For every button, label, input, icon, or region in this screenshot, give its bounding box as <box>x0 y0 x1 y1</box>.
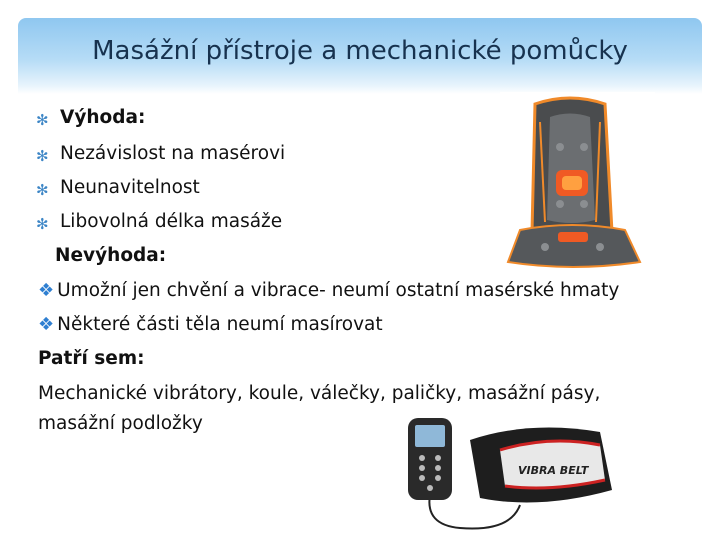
asterisk-bullet-icon: ✻ <box>36 111 49 129</box>
disadvantages-heading: Nevýhoda: <box>55 245 167 266</box>
diamond-bullet-icon: ❖ <box>38 280 55 301</box>
advantage-item: Neunavitelnost <box>60 177 200 198</box>
advantage-item: Libovolná délka masáže <box>60 211 283 232</box>
diamond-bullet-icon: ❖ <box>38 314 55 335</box>
advantages-heading: Výhoda: <box>60 107 146 128</box>
includes-text: Mechanické vibrátory, koule, válečky, paličky, masážní pásy, <box>38 383 601 404</box>
asterisk-bullet-icon: ✻ <box>36 147 49 165</box>
vibra-belt-image <box>400 410 640 535</box>
asterisk-bullet-icon: ✻ <box>36 181 49 199</box>
includes-heading: Patří sem: <box>38 348 145 369</box>
includes-text: masážní podložky <box>38 413 203 434</box>
massage-seat-image <box>500 92 655 270</box>
disadvantage-item: ❖ Některé části těla neumí masírovat <box>38 314 383 335</box>
page-title: Masážní přístroje a mechanické pomůcky <box>92 36 628 66</box>
asterisk-bullet-icon: ✻ <box>36 215 49 233</box>
disadvantage-item: ❖ Umožní jen chvění a vibrace- neumí ostatní masérské hmaty <box>38 280 620 301</box>
advantage-item: Nezávislost na masérovi <box>60 143 286 164</box>
belt-brand-label: VIBRA BELT <box>518 464 589 477</box>
